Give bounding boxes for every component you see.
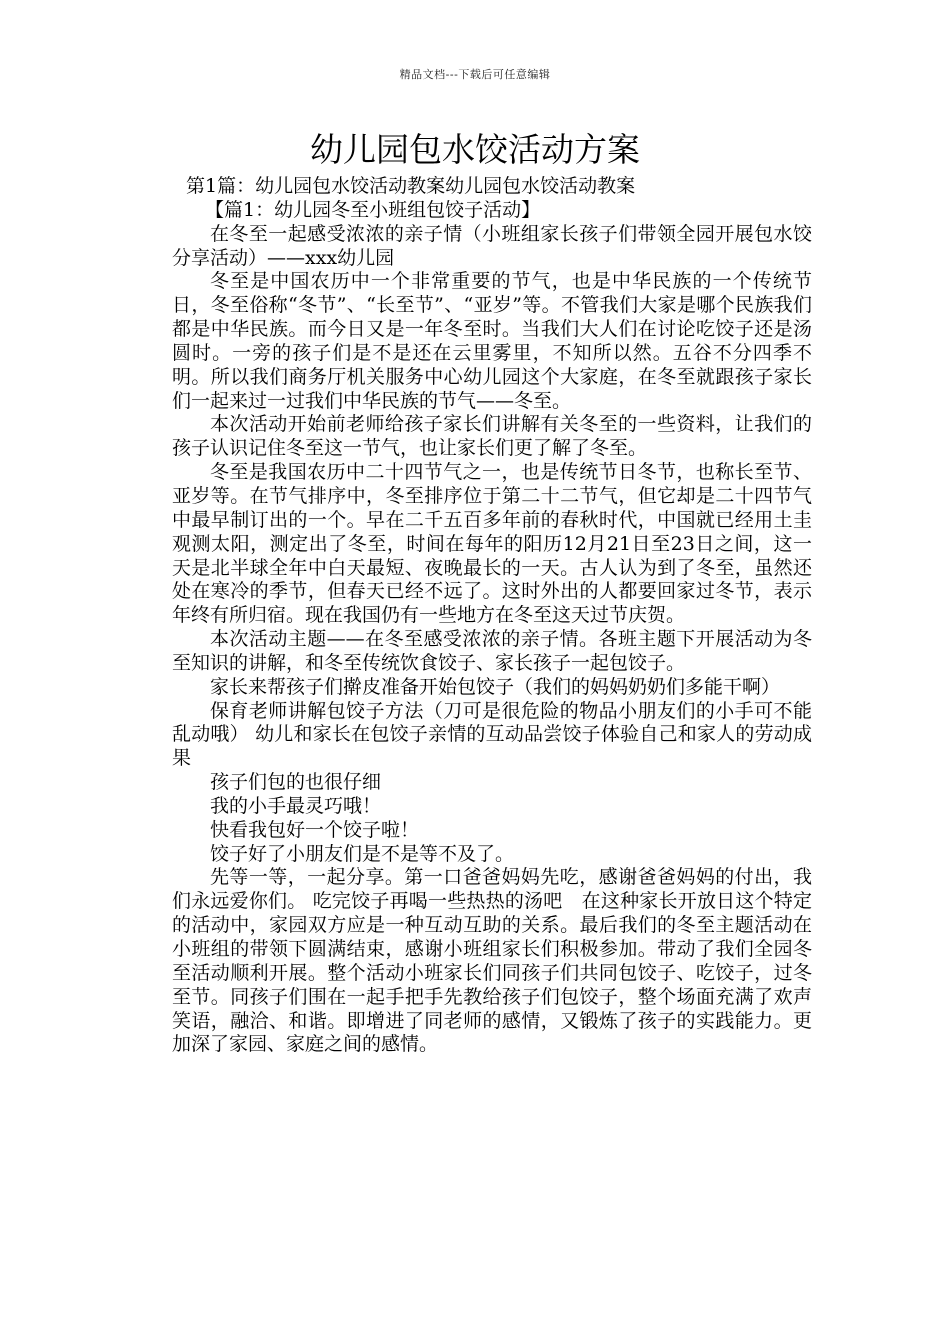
body-paragraph: 本次活动开始前老师给孩子家长们讲解有关冬至的一些资料，让我们的孩子认识记住冬至这一节气，也让家长们更了解了冬至。 — [172, 413, 812, 460]
document-body — [172, 175, 812, 1057]
body-paragraph: 冬至是中国农历中一个非常重要的节气，也是中华民族的一个传统节日，冬至俗称“冬节”、“长至节”、“亚岁”等。不管我们大家是哪个民族我们都是中华民族。而今日又是一年冬至时。当我们大人们在讨论吃饺子还是汤圆时。一旁的孩子们是不是还在云里雾里，不知所以然。五谷不分四季不明。所以我们商务厅机关服务中心幼儿园这个大家庭，在冬至就跟孩子家长们一起来过一过我们中华民族的节气——冬至。 — [172, 270, 812, 412]
body-paragraph: 饺子好了小朋友们是不是等不及了。 — [210, 842, 515, 865]
body-paragraph: 家长来帮孩子们擀皮准备开始包饺子（我们的妈妈奶奶们多能干啊） — [210, 675, 781, 698]
body-paragraph: 在冬至一起感受浓浓的亲子情（小班组家长孩子们带领全园开展包水饺分享活动）——xxx幼儿园 — [172, 222, 812, 269]
section-heading: 【篇1：幼儿园冬至小班组包饺子活动】 — [205, 198, 541, 221]
body-paragraph: 我的小手最灵巧哦！ — [210, 794, 382, 817]
header-note: 精品文档---下载后可任意编辑 — [399, 68, 551, 81]
body-paragraph: 孩子们包的也很仔细 — [210, 771, 382, 794]
body-paragraph: 本次活动主题——在冬至感受浓浓的亲子情。各班主题下开展活动为冬至知识的讲解，和冬至传统饮食饺子、家长孩子一起包饺子。 — [172, 628, 812, 674]
body-paragraph: 快看我包好一个饺子啦！ — [210, 818, 420, 841]
body-paragraph: 先等一等，一起分享。第一口爸爸妈妈先吃，感谢爸爸妈妈的付出，我们永远爱你们。 吃完饺子再喝一些热热的汤吧 在这种家长开放日这个特定的活动中，家园双方应是一种互动互助的关系。最后我们的冬至主题活动在小班组的带领下圆满结束，感谢小班组家长们积极参加。带动了我们全园冬至活动顺利开展。整个活动小班家长们同孩子们共同包饺子、吃饺子，过冬至节。同孩子们围在一起手把手先教给孩子们包饺子，整个场面充满了欢声笑语，融洽、和谐。即增进了同老师的感情，又锻炼了孩子的实践能力。更加深了家园、家庭之间的感情。 — [172, 866, 812, 1056]
body-paragraph: 保育老师讲解包饺子方法（刀可是很危险的物品小朋友们的小手可不能乱动哦） 幼儿和家长在包饺子亲情的互动品尝饺子体验自己和家人的劳动成果 — [172, 699, 812, 770]
document-title: 幼儿园包水饺活动方案 — [310, 130, 640, 169]
body-paragraph: 冬至是我国农历中二十四节气之一，也是传统节日冬节，也称长至节、亚岁等。在节气排序中，冬至排序位于第二十二节气，但它却是二十四节气中最早制订出的一个。早在二千五百多年前的春秋时代，中国就已经用土圭观测太阳，测定出了冬至，时间在每年的阳历12月21日至23日之间，这一天是北半球全年中白天最短、夜晚最长的一天。古人认为到了冬至，虽然还处在寒冷的季节，但春天已经不远了。这时外出的人都要回家过冬节，表示年终有所归宿。现在我国仍有一些地方在冬至这天过节庆贺。 — [172, 461, 812, 627]
article-subtitle: 第1篇：幼儿园包水饺活动教案幼儿园包水饺活动教案 — [186, 175, 636, 197]
